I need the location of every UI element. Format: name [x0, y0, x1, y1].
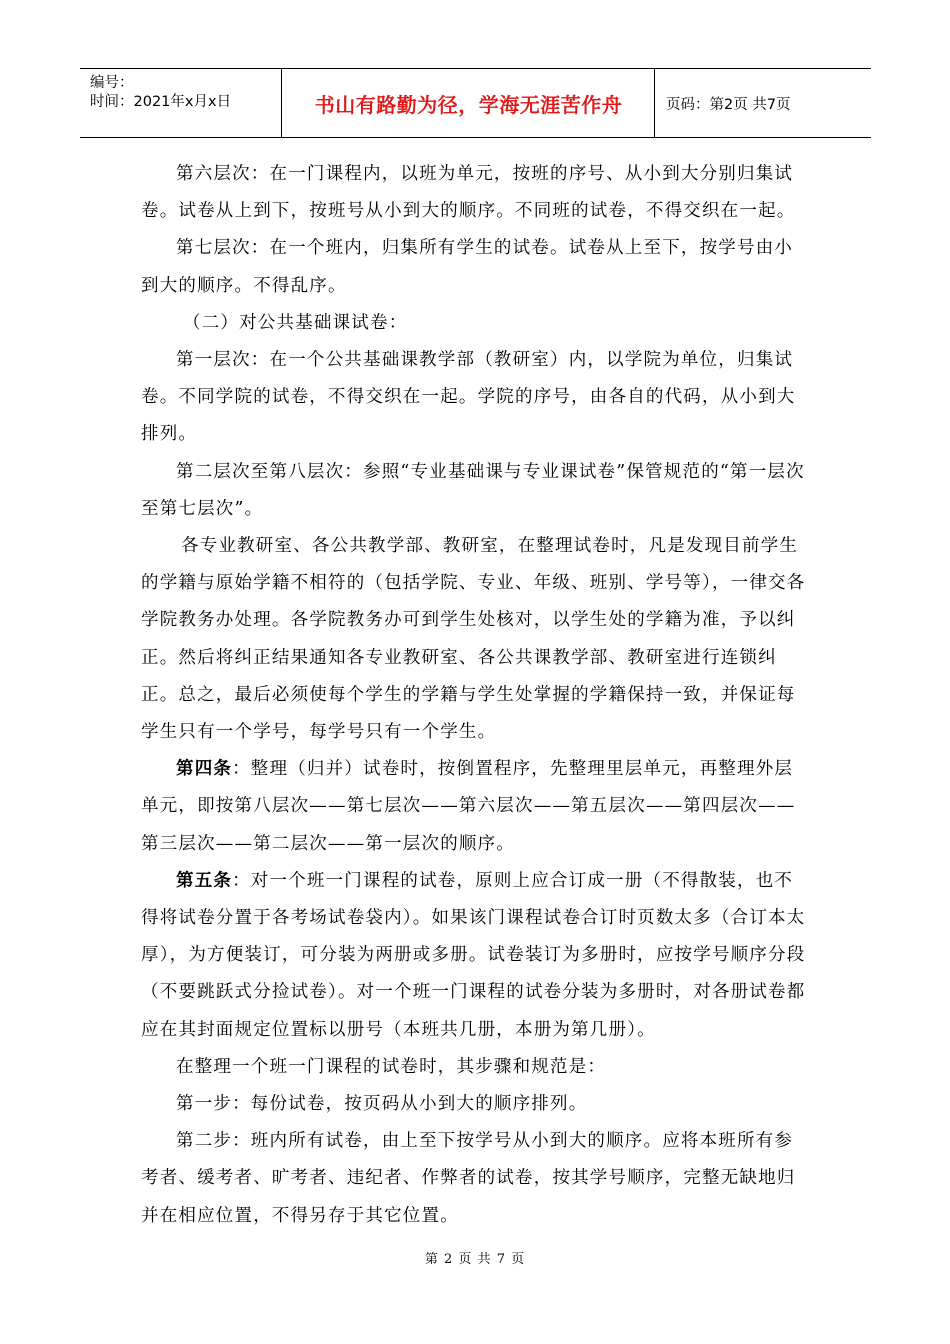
page-header	[80, 68, 871, 138]
paragraph: 第六层次：在一门课程内，以班为单元，按班的序号、从小到大分别归集试卷。试卷从上到下，按班号从小到大的顺序。不同班的试卷，不得交织在一起。	[141, 164, 796, 222]
time-label: 时间：2021年x月x日	[90, 94, 232, 110]
header-divider	[281, 69, 282, 137]
header-page-info: 页码：第2页 共7页	[666, 96, 791, 113]
paragraph: 第一层次：在一个公共基础课教学部（教研室）内，以学院为单位，归集试卷。不同学院的试卷，不得交织在一起。学院的序号，由各自的代码，从小到大排列。	[141, 350, 796, 445]
paragraph: 第二层次至第八层次：参照“专业基础课与专业课试卷”保管规范的“第一层次至第七层次”。	[141, 461, 805, 519]
header-motto: 书山有路勤为径，学海无涯苦作舟	[314, 92, 623, 117]
article-5-label: 第五条	[176, 870, 233, 891]
article-4	[141, 751, 811, 863]
article-5	[141, 863, 811, 1049]
paragraph: 各专业教研室、各公共教学部、教研室，在整理试卷时，凡是发现目前学生的学籍与原始学籍不相符的（包括学院、专业、年级、班别、学号等），一律交各学院教务办处理。各学院教务办可到学生处核对，以学生处的学籍为准，予以纠正。然后将纠正结果通知各专业教研室、各公共课教学部、教研室进行连锁纠正。总之，最后必须使每个学生的学籍与学生处掌握的学籍保持一致，并保证每学生只有一个学号，每学号只有一个学生。	[141, 536, 806, 743]
step-item: 第一步：每份试卷，按页码从小到大的顺序排列。	[176, 1094, 588, 1115]
header-meta	[80, 69, 280, 137]
step-item: 第二步：班内所有试卷，由上至下按学号从小到大的顺序。应将本班所有参考者、缓考者、旷考者、违纪者、作弊者的试卷，按其学号顺序，完整无缺地归并在相应位置，不得另存于其它位置。	[141, 1131, 796, 1226]
header-divider	[654, 69, 655, 137]
page-footer: 第 2 页 共 7 页	[424, 1252, 526, 1267]
article-4-text: ：整理（归并）试卷时，按倒置程序，先整理里层单元，再整理外层单元，即按第八层次——第七层次——第六层次——第五层次——第四层次——第三层次——第二层次——第一层次的顺序。	[141, 759, 796, 854]
document-body	[141, 156, 811, 1235]
paragraph: 第七层次：在一个班内，归集所有学生的试卷。试卷从上至下，按学号由小到大的顺序。不得乱序。	[141, 238, 794, 296]
article-4-label: 第四条	[176, 759, 233, 780]
section-heading: （二）对公共基础课试卷：	[183, 312, 408, 333]
code-label: 编号：	[90, 75, 134, 91]
article-5-text: ：对一个班一门课程的试卷，原则上应合订成一册（不得散装，也不得将试卷分置于各考场试卷袋内）。如果该门课程试卷合订时页数太多（合订本太厚），为方便装订，可分装为两册或多册。试卷装订为多册时，应按学号顺序分段（不要跳跃式分捡试卷）。对一个班一门课程的试卷分装为多册时，对各册试卷都应在其封面规定位置标以册号（本班共几册，本册为第几册）。	[141, 870, 806, 1040]
paragraph: 在整理一个班一门课程的试卷时，其步骤和规范是：	[176, 1056, 607, 1077]
